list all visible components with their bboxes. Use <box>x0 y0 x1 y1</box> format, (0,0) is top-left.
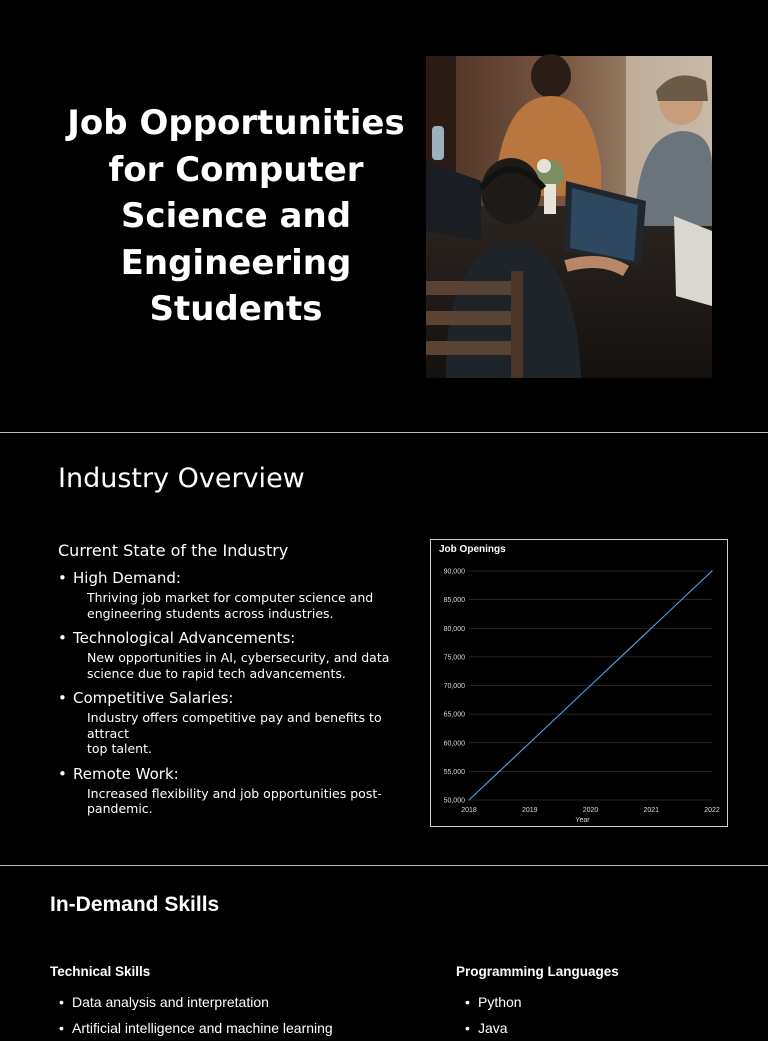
title-line: Students <box>149 289 323 329</box>
language-label: Java <box>478 1020 508 1036</box>
column-title: Programming Languages <box>456 964 619 979</box>
bullet-icon: • <box>59 994 64 1010</box>
x-tick-label: 2019 <box>521 807 538 814</box>
data-point <box>590 685 591 686</box>
students-at-laptops-photo <box>426 56 712 378</box>
skills-list <box>50 989 333 1041</box>
y-tick-label: 75,000 <box>443 654 465 662</box>
slide-heading: Industry Overview <box>58 463 305 494</box>
y-tick-label: 60,000 <box>443 740 465 748</box>
x-axis-label: Year <box>575 817 590 824</box>
slide-subheading: Current State of the Industry <box>58 541 289 560</box>
skill-label: Artificial intelligence and machine learning <box>72 1020 333 1036</box>
y-tick-label: 55,000 <box>443 768 465 776</box>
y-tick-label: 65,000 <box>443 711 465 719</box>
bullet-icon: • <box>59 1020 64 1036</box>
title-slide <box>0 0 768 432</box>
bullet-description <box>87 650 408 681</box>
bullet-icon: • <box>58 689 67 707</box>
x-tick-label: 2021 <box>643 807 660 814</box>
data-point <box>468 799 469 800</box>
x-tick-label: 2022 <box>704 807 720 814</box>
desc-line: Thriving job market for computer science and <box>87 590 374 605</box>
data-point <box>651 628 652 629</box>
desc-line: science due to rapid tech advancements. <box>87 665 346 681</box>
desc-line: Increased flexibility and job opportunities post- <box>87 785 382 801</box>
industry-overview-slide <box>0 433 768 865</box>
presentation-title <box>60 100 412 333</box>
y-tick-label: 70,000 <box>443 683 465 690</box>
bullet-icon: • <box>58 764 67 783</box>
bullet-icon: • <box>58 569 67 587</box>
list-item <box>58 629 408 681</box>
column-title: Technical Skills <box>50 964 151 979</box>
bullet-icon: • <box>58 629 67 647</box>
bullet-icon: • <box>465 994 470 1010</box>
data-point <box>711 570 712 571</box>
y-tick-label: 85,000 <box>443 597 465 605</box>
data-point <box>529 742 530 743</box>
job-openings-chart-frame <box>430 539 728 827</box>
list-item <box>58 689 408 757</box>
title-line: Engineering <box>120 242 352 283</box>
x-tick-label: 2020 <box>582 807 599 814</box>
y-tick-label: 50,000 <box>443 797 465 805</box>
desc-line: Industry offers competitive pay and benefits to attract <box>87 710 382 741</box>
list-item <box>58 569 408 621</box>
list-item <box>50 989 333 1015</box>
programming-languages-column <box>456 964 619 1041</box>
list-item <box>58 765 408 817</box>
y-tick-label: 80,000 <box>443 625 465 633</box>
list-item <box>50 1015 333 1041</box>
bullet-title: Technological Advancements: <box>73 629 296 647</box>
technical-skills-column <box>50 964 333 1041</box>
title-line: for Computer <box>108 149 364 190</box>
bullet-title: High Demand: <box>73 569 181 587</box>
y-tick-label: 90,000 <box>443 568 465 576</box>
list-item <box>456 989 619 1015</box>
bullet-description <box>87 786 408 817</box>
desc-line: pandemic. <box>87 801 153 816</box>
bullet-description <box>87 710 408 757</box>
desc-line: engineering students across industries. <box>87 605 334 621</box>
title-line: Job Opportunities <box>67 103 405 143</box>
slide-heading: In-Demand Skills <box>50 893 220 916</box>
title-line: Science and <box>120 196 352 236</box>
desc-line: New opportunities in AI, cybersecurity, and data <box>87 650 390 665</box>
bullet-description <box>87 590 408 621</box>
job-openings-chart <box>431 540 727 826</box>
in-demand-skills-slide <box>0 866 768 1036</box>
languages-list <box>456 989 619 1041</box>
bullet-title: Competitive Salaries: <box>73 689 234 707</box>
bullet-title: Remote Work: <box>73 764 179 783</box>
skill-label: Data analysis and interpretation <box>72 994 269 1010</box>
desc-line: top talent. <box>87 741 152 756</box>
language-label: Python <box>478 994 522 1010</box>
chart-title: Job Openings <box>439 544 506 555</box>
overview-bullet-list <box>58 569 408 825</box>
list-item <box>456 1015 619 1041</box>
x-tick-label: 2018 <box>461 807 477 814</box>
bullet-icon: • <box>465 1020 470 1036</box>
